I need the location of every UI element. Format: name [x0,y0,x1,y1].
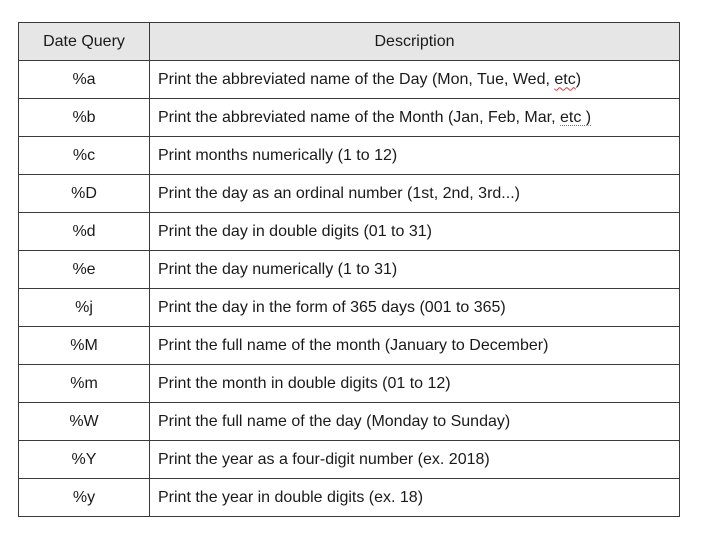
table-header-row [19,23,680,61]
table-row [19,61,680,99]
row-description: Print the full name of the month (January to December) [150,327,680,365]
table-row [19,327,680,365]
table-row [19,251,680,289]
row-query: %c [19,137,150,175]
table-row [19,213,680,251]
grammar-marked-text: etc ) [560,108,592,126]
date-query-table-container [18,22,679,517]
table-row [19,441,680,479]
table-row [19,365,680,403]
row-query: %W [19,403,150,441]
row-description: Print the day in the form of 365 days (001 to 365) [150,289,680,327]
row-description [150,61,680,99]
header-date-query: Date Query [19,23,150,61]
row-query: %y [19,479,150,517]
row-query: %D [19,175,150,213]
row-query: %Y [19,441,150,479]
table-row [19,99,680,137]
date-query-table [18,22,680,517]
row-description: Print the day numerically (1 to 31) [150,251,680,289]
row-query: %d [19,213,150,251]
row-query: %j [19,289,150,327]
row-description: Print the month in double digits (01 to 12) [150,365,680,403]
description-text: Print the abbreviated name of the Day (Mon, Tue, Wed, [158,70,555,88]
table-row [19,479,680,517]
header-description: Description [150,23,680,61]
description-text-end: ) [575,70,582,88]
row-query: %m [19,365,150,403]
row-description: Print months numerically (1 to 12) [150,137,680,175]
row-description: Print the day in double digits (01 to 31) [150,213,680,251]
row-query: %e [19,251,150,289]
row-description: Print the day as an ordinal number (1st, 2nd, 3rd...) [150,175,680,213]
spellcheck-marked-text: etc [554,70,576,88]
table-row [19,289,680,327]
table-row [19,137,680,175]
description-text: Print the abbreviated name of the Month (Jan, Feb, Mar, [158,108,560,126]
row-description [150,99,680,137]
row-description: Print the full name of the day (Monday to Sunday) [150,403,680,441]
row-description: Print the year in double digits (ex. 18) [150,479,680,517]
row-query: %M [19,327,150,365]
table-row [19,175,680,213]
row-query: %a [19,61,150,99]
table-row [19,403,680,441]
row-query: %b [19,99,150,137]
row-description: Print the year as a four-digit number (ex. 2018) [150,441,680,479]
